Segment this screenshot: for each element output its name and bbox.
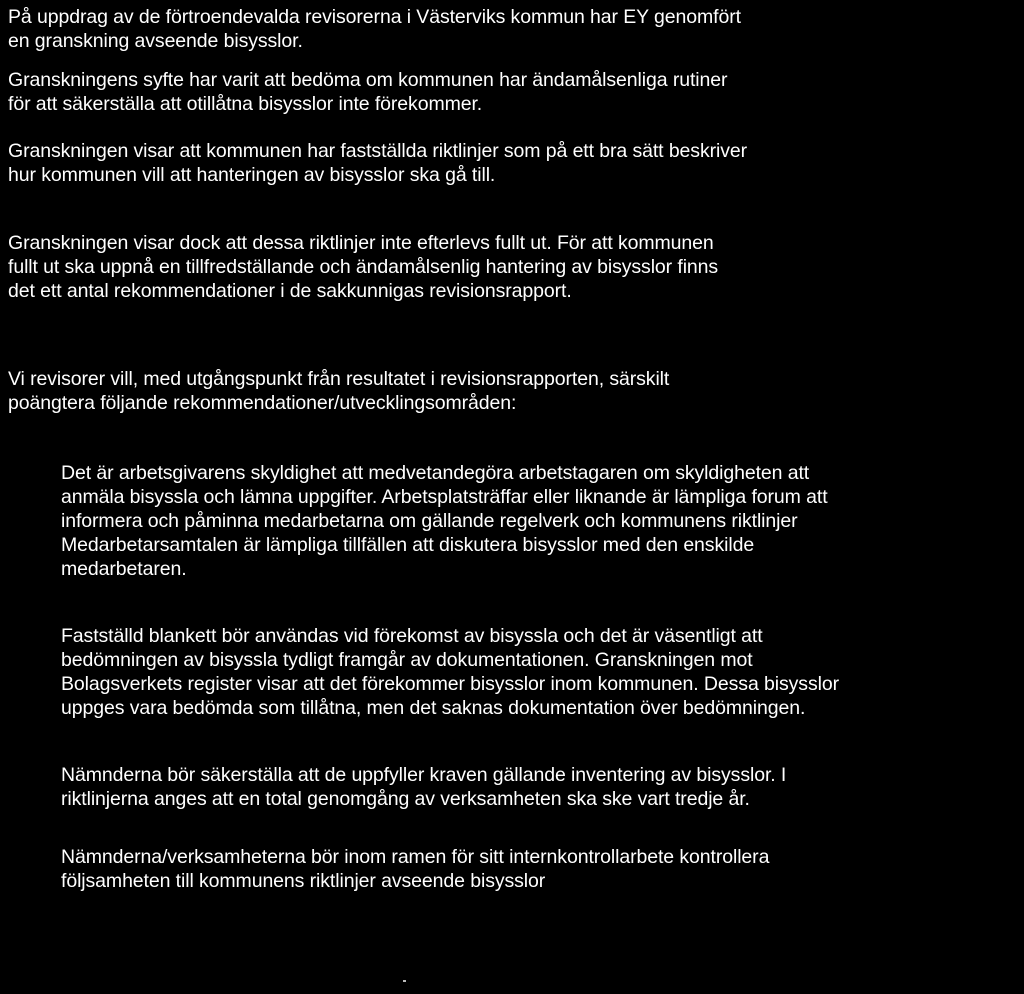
recommendation-2 bbox=[61, 624, 839, 720]
recommendation-1-line-5: medarbetaren. bbox=[61, 558, 187, 580]
intro-line-2: en granskning avseende bisysslor. bbox=[8, 30, 303, 52]
purpose-paragraph bbox=[8, 68, 727, 116]
finding-2-line-2: fullt ut ska uppnå en tillfredställande och ändamålsenlig hantering av bisysslor finns bbox=[8, 256, 719, 278]
recommendation-1-line-1: Det är arbetsgivarens skyldighet att medvetandegöra arbetstagaren om skyldigheten att bbox=[61, 462, 810, 484]
finding-1-line-1: Granskningen visar att kommunen har fastställda riktlinjer som på ett bra sätt beskriver bbox=[8, 140, 748, 162]
scan-speck bbox=[403, 980, 406, 982]
recommendation-2-line-1: Fastställd blankett bör användas vid förekomst av bisyssla och det är väsentligt att bbox=[61, 625, 763, 647]
purpose-line-2: för att säkerställa att otillåtna bisysslor inte förekommer. bbox=[8, 93, 483, 115]
recommendation-1-line-3: informera och påminna medarbetarna om gällande regelverk och kommunens riktlinjer bbox=[61, 510, 798, 532]
recommendation-1 bbox=[61, 461, 828, 581]
recommendation-4-line-2: följsamheten till kommunens riktlinjer avseende bisysslor bbox=[61, 870, 546, 892]
recommendation-4-line-1: Nämnderna/verksamheterna bör inom ramen för sitt internkontrollarbete kontrollera bbox=[61, 846, 770, 868]
intro-paragraph bbox=[8, 5, 741, 53]
recommendation-1-line-2: anmäla bisyssla och lämna uppgifter. Arbetsplatsträffar eller liknande är lämpliga forum att bbox=[61, 486, 828, 508]
lead-in-line-2: poängtera följande rekommendationer/utvecklingsområden: bbox=[8, 392, 517, 414]
purpose-line-1: Granskningens syfte har varit att bedöma om kommunen har ändamålsenliga rutiner bbox=[8, 69, 728, 91]
finding-2-line-1: Granskningen visar dock att dessa riktlinjer inte efterlevs fullt ut. För att kommunen bbox=[8, 232, 714, 254]
recommendation-2-line-4: uppges vara bedömda som tillåtna, men det saknas dokumentation över bedömningen. bbox=[61, 697, 806, 719]
recommendation-1-line-4: Medarbetarsamtalen är lämpliga tillfällen att diskutera bisysslor med den enskilde bbox=[61, 534, 755, 556]
recommendation-3-line-1: Nämnderna bör säkerställa att de uppfyller kraven gällande inventering av bisysslor. I bbox=[61, 764, 787, 786]
intro-line-1: På uppdrag av de förtroendevalda revisorerna i Västerviks kommun har EY genomfört bbox=[8, 6, 741, 28]
recommendation-3 bbox=[61, 763, 786, 811]
recommendation-2-line-2: bedömningen av bisyssla tydligt framgår av dokumentationen. Granskningen mot bbox=[61, 649, 753, 671]
finding-1-line-2: hur kommunen vill att hanteringen av bisysslor ska gå till. bbox=[8, 164, 496, 186]
recommendation-3-line-2: riktlinjerna anges att en total genomgång av verksamheten ska ske vart tredje år. bbox=[61, 788, 750, 810]
finding-paragraph-1 bbox=[8, 139, 747, 187]
finding-2-line-3: det ett antal rekommendationer i de sakkunnigas revisionsrapport. bbox=[8, 280, 572, 302]
finding-paragraph-2 bbox=[8, 231, 718, 303]
lead-in-line-1: Vi revisorer vill, med utgångspunkt från resultatet i revisionsrapporten, särskilt bbox=[8, 368, 670, 390]
lead-in-paragraph bbox=[8, 367, 669, 415]
recommendation-2-line-3: Bolagsverkets register visar att det förekommer bisysslor inom kommunen. Dessa bisysslor bbox=[61, 673, 839, 695]
recommendation-4 bbox=[61, 845, 769, 893]
